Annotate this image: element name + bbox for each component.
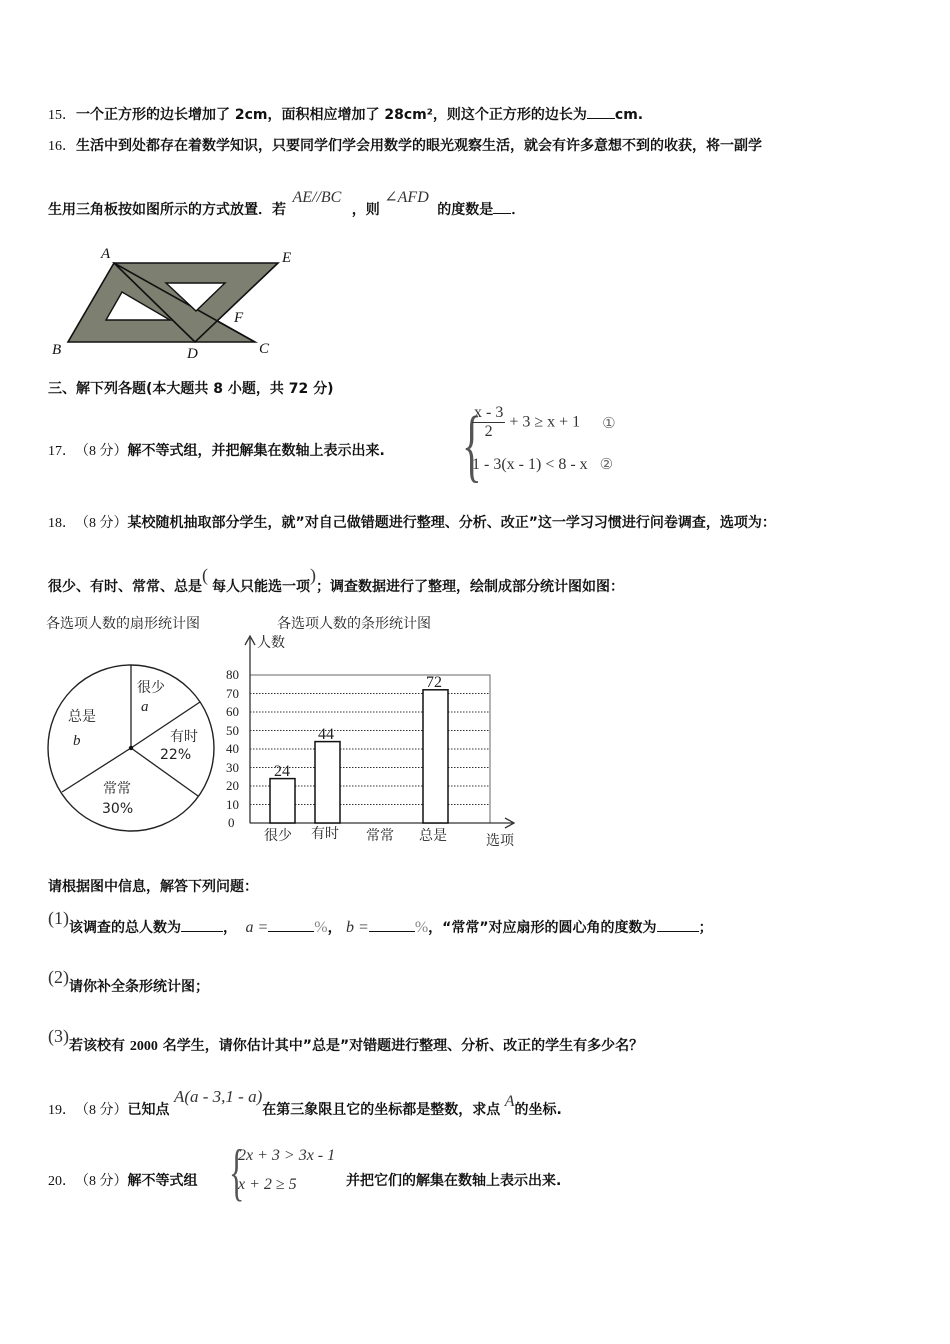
parallel-condition: AE//BC [292, 189, 342, 206]
svg-text:40: 40 [226, 741, 239, 756]
pie-value-b: b [73, 733, 81, 749]
pie-label-always: 总是 [68, 709, 96, 725]
geometry-diagram [40, 240, 310, 365]
answer-blank[interactable] [493, 199, 511, 214]
question-text: ，“常常”对应扇形的圆心角的度数为 [428, 920, 657, 936]
system-brace: { [229, 1136, 245, 1207]
svg-text:10: 10 [226, 797, 239, 812]
question-text: 请你补全条形统计图； [69, 979, 209, 995]
question-text: ． [511, 202, 526, 218]
angle-expression: ∠AFD [384, 189, 429, 206]
system-brace: { [462, 399, 482, 490]
category-always: 总是 [419, 828, 447, 844]
question-text: ，则 [351, 202, 380, 218]
bar-chart-svg [220, 630, 530, 850]
label-C: C [259, 341, 270, 357]
score-label: （8 分） [82, 1174, 128, 1189]
question-text: ； [698, 920, 713, 936]
question-text: 在第三象限且它的坐标都是整数，求点 [262, 1102, 501, 1118]
paren: ) [310, 565, 316, 585]
question-number: 20． [48, 1174, 76, 1189]
question-number: 19． [48, 1103, 76, 1118]
score-label: （8 分） [82, 444, 128, 459]
svg-text:30: 30 [226, 760, 239, 775]
percent-sign: % [414, 919, 429, 936]
question-number: 17． [48, 444, 76, 459]
question-text: 生用三角板按如图所示的方式放置．若 [48, 202, 286, 218]
question-18-line2 [48, 565, 624, 596]
triangle-rulers-figure [40, 240, 310, 365]
inequality-1 [472, 404, 616, 441]
pie-chart-svg [40, 660, 230, 840]
unit-text: cm. [614, 107, 644, 123]
question-text: 名学生，请你估计其中”总是”对错题进行整理、分析、改正的学生有多少名？ [157, 1038, 644, 1054]
label-D: D [187, 346, 198, 362]
question-number: 16． [48, 139, 76, 154]
question-text: 生活中到处都存在着数学知识，只要同学们学会用数学的眼光观察生活，就会有许多意想不到的收获，将一副学 [76, 138, 762, 154]
svg-text:20: 20 [226, 778, 239, 793]
circle-number-1: ① [602, 413, 616, 432]
section-heading: 三、解下列各题(本大题共 8 小题，共 72 分) [48, 381, 334, 397]
total-blank[interactable] [181, 917, 223, 932]
question-number: 18． [48, 516, 76, 531]
b-variable: b = [346, 919, 369, 936]
pie-value-often: 30% [102, 801, 134, 817]
denominator: 2 [484, 423, 493, 440]
label-E: E [282, 250, 292, 266]
y-axis-label: 人数 [257, 635, 285, 651]
sub-question-3 [48, 1026, 644, 1056]
label-F: F [234, 310, 244, 326]
bar-chart-title: 各选项人数的条形统计图 [277, 616, 431, 632]
question-17 [48, 442, 385, 461]
question-16-line1 [48, 137, 762, 156]
question-text: 的坐标. [514, 1102, 562, 1118]
question-text: 并把它们的解集在数轴上表示出来. [346, 1173, 562, 1189]
answer-blank[interactable] [587, 104, 615, 119]
category-often: 常常 [366, 828, 394, 844]
pie-label-sometimes: 有时 [170, 729, 198, 745]
question-text: 一个正方形的边长增加了 2cm，面积相应增加了 28cm²，则这个正方形的边长为 [76, 107, 587, 123]
paren-text: 每人只能选一项 [212, 579, 310, 595]
questions-prompt: 请根据图中信息，解答下列问题： [48, 879, 258, 895]
question-text: 解不等式组，并把解集在数轴上表示出来. [127, 443, 385, 459]
svg-text:80: 80 [226, 667, 239, 682]
inequality-text: 1 - 3(x - 1) < 8 - x [472, 456, 588, 473]
fraction [472, 404, 505, 441]
question-number: 15． [48, 108, 76, 123]
a-blank[interactable] [268, 917, 314, 932]
angle-blank[interactable] [657, 917, 699, 932]
sub-label: (3) [48, 1026, 69, 1046]
b-blank[interactable] [369, 917, 415, 932]
inequality-2 [472, 455, 613, 474]
pie-chart-title: 各选项人数的扇形统计图 [46, 616, 200, 632]
pie-value-sometimes: 22% [160, 747, 192, 763]
sub-question-2 [48, 967, 209, 996]
numerator: x - 3 [474, 404, 504, 421]
pie-label-often: 常常 [103, 781, 131, 797]
svg-text:60: 60 [226, 704, 239, 719]
bar-chart [220, 630, 530, 850]
x-axis-label: 选项 [486, 833, 514, 849]
sub-label: (1) [48, 908, 69, 928]
pie-chart [40, 660, 230, 840]
question-text: 很少、有时、常常、总是 [48, 579, 202, 595]
question-text: ， [223, 920, 237, 936]
score-label: （8 分） [82, 516, 128, 531]
question-20 [48, 1172, 198, 1191]
question-16-line2 [48, 189, 526, 219]
bar-rarely [270, 779, 295, 823]
svg-text:70: 70 [226, 686, 239, 701]
category-rarely: 很少 [264, 828, 292, 844]
student-count: 2000 [129, 1039, 158, 1054]
category-sometimes: 有时 [311, 826, 339, 842]
question-15 [48, 104, 643, 125]
question-text: 若该校有 [69, 1038, 130, 1054]
question-text: ， [327, 920, 342, 936]
question-text: 该调查的总人数为 [69, 920, 181, 936]
pie-label-rarely: 很少 [137, 680, 165, 696]
bar-label-rarely: 24 [274, 763, 290, 780]
inequality-rest: + 3 ≥ x + 1 [509, 413, 581, 431]
question-text: 某校随机抽取部分学生，就”对自己做错题进行整理、分析、改正”这一学习习惯进行问卷调查，选项为： [127, 515, 776, 531]
point-expression: A(a - 3,1 - a) [173, 1087, 263, 1106]
circle-number-2: ② [599, 455, 614, 473]
question-text: 的度数是 [437, 202, 494, 218]
question-text: 已知点 [127, 1102, 170, 1118]
q20-inequality-1: 2x + 3 > 3x - 1 [238, 1147, 336, 1164]
bar-label-sometimes: 44 [318, 726, 334, 743]
paren: ( [202, 565, 208, 585]
sub-label: (2) [48, 967, 69, 987]
q20-inequality-2: x + 2 ≥ 5 [238, 1176, 297, 1193]
point-name: A [504, 1093, 515, 1110]
bar-sometimes [315, 742, 340, 823]
svg-text:50: 50 [226, 723, 239, 738]
label-A: A [101, 246, 111, 262]
percent-sign: % [314, 919, 328, 936]
sub-question-1 [48, 908, 713, 937]
question-18-line1 [48, 514, 776, 533]
a-variable: a = [245, 919, 269, 936]
bar-label-always: 72 [426, 674, 442, 691]
label-B: B [52, 342, 62, 358]
bar-always [423, 690, 448, 823]
question-19 [48, 1087, 562, 1120]
score-label: （8 分） [82, 1103, 128, 1118]
question-text: ；调查数据进行了整理，绘制成部分统计图如图： [316, 579, 624, 595]
svg-text:0: 0 [228, 815, 235, 830]
question-text: 解不等式组 [127, 1173, 198, 1189]
pie-value-a: a [141, 699, 149, 715]
